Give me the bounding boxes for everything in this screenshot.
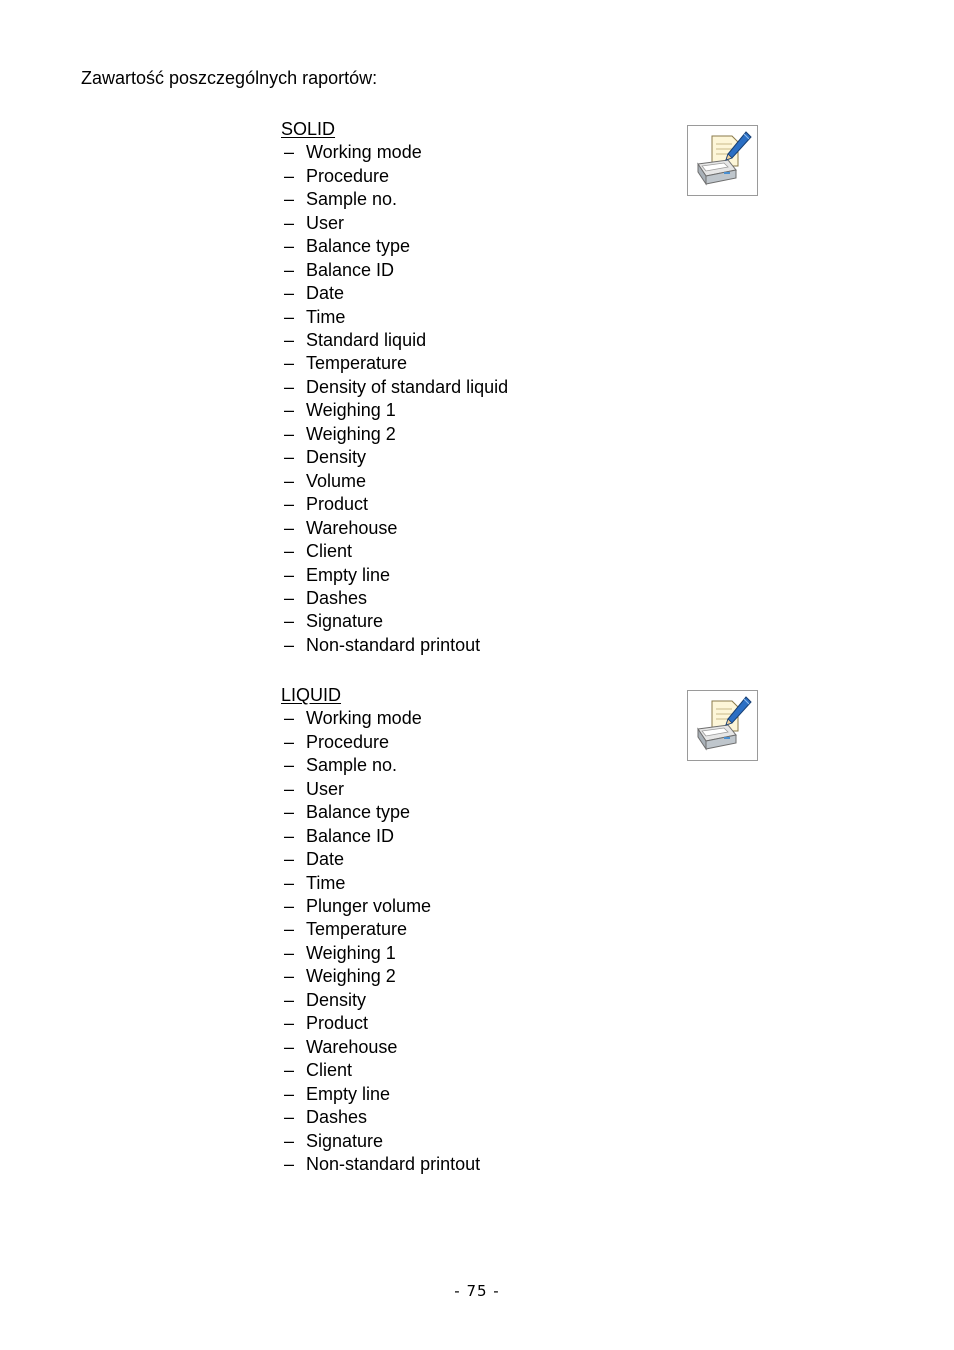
list-item: [281, 141, 508, 164]
list-dash: –: [284, 1130, 295, 1151]
list-item: [281, 942, 480, 965]
list-dash: –: [284, 564, 295, 585]
list-item: [281, 825, 480, 848]
list-dash: –: [284, 189, 295, 210]
list-item: [281, 731, 480, 754]
list-item-label: Empty line: [306, 564, 391, 585]
list-item-label: Balance type: [306, 236, 411, 257]
list-item: [281, 329, 508, 352]
list-item-label: Date: [306, 849, 345, 870]
list-item: [281, 282, 508, 305]
list-item: [281, 352, 508, 375]
list-dash: –: [284, 142, 295, 163]
intro-text: Zawartość poszczególnych raportów:: [81, 68, 378, 88]
list-item-label: Weighing 1: [306, 942, 396, 963]
page-number: - 75 -: [454, 1282, 500, 1300]
section-title-liquid: LIQUID: [281, 685, 342, 705]
list-item: [281, 1012, 480, 1035]
list-dash: –: [284, 423, 295, 444]
list-dash: –: [284, 376, 295, 397]
list-dash: –: [284, 330, 295, 351]
list-item: [281, 259, 508, 282]
list-item: [281, 212, 508, 235]
list-item-label: Non-standard printout: [306, 634, 481, 655]
list-item: [281, 517, 508, 540]
list-item-label: Balance ID: [306, 825, 395, 846]
list-dash: –: [284, 1154, 295, 1175]
printer-edit-icon: [687, 690, 758, 761]
list-dash: –: [284, 634, 295, 655]
list-item: [281, 778, 480, 801]
list-item-label: User: [306, 778, 345, 799]
list-dash: –: [284, 755, 295, 776]
list-item-label: Dashes: [306, 588, 368, 609]
list-item-label: Signature: [306, 611, 384, 632]
list-item: [281, 587, 508, 610]
list-dash: –: [284, 778, 295, 799]
report-items-solid: [281, 141, 508, 657]
list-dash: –: [284, 470, 295, 491]
list-dash: –: [284, 825, 295, 846]
list-item-label: Time: [306, 872, 346, 893]
list-dash: –: [284, 447, 295, 468]
list-item: [281, 540, 508, 563]
list-item: [281, 989, 480, 1012]
list-dash: –: [284, 919, 295, 940]
list-dash: –: [284, 731, 295, 752]
list-item: [281, 754, 480, 777]
list-item-label: Weighing 1: [306, 400, 396, 421]
list-dash: –: [284, 588, 295, 609]
list-item: [281, 1083, 480, 1106]
section-liquid: [281, 684, 480, 1176]
printer-edit-icon: [687, 125, 758, 196]
list-dash: –: [284, 942, 295, 963]
list-item-label: Date: [306, 283, 345, 304]
list-dash: –: [284, 1013, 295, 1034]
list-item: [281, 872, 480, 895]
list-item-label: Product: [306, 494, 369, 515]
list-dash: –: [284, 849, 295, 870]
list-item: [281, 1153, 480, 1176]
list-item: [281, 1036, 480, 1059]
list-dash: –: [284, 494, 295, 515]
list-item-label: Weighing 2: [306, 423, 396, 444]
list-item: [281, 165, 508, 188]
list-item-label: Sample no.: [306, 755, 398, 776]
list-item-label: Temperature: [306, 919, 408, 940]
list-item-label: Weighing 2: [306, 966, 396, 987]
list-item-label: User: [306, 212, 345, 233]
list-item: [281, 801, 480, 824]
list-item-label: Warehouse: [306, 1036, 398, 1057]
list-dash: –: [284, 989, 295, 1010]
list-item-label: Non-standard printout: [306, 1154, 481, 1175]
list-item-label: Density: [306, 989, 367, 1010]
list-item: [281, 493, 508, 516]
list-item-label: Warehouse: [306, 517, 398, 538]
list-dash: –: [284, 872, 295, 893]
list-item-label: Product: [306, 1013, 369, 1034]
list-item-label: Density: [306, 447, 367, 468]
list-item: [281, 446, 508, 469]
list-dash: –: [284, 517, 295, 538]
list-item-label: Client: [306, 1060, 353, 1081]
list-item: [281, 965, 480, 988]
report-items-liquid: [281, 707, 480, 1176]
list-item: [281, 564, 508, 587]
list-item: [281, 634, 508, 657]
list-item: [281, 423, 508, 446]
list-dash: –: [284, 896, 295, 917]
list-item: [281, 1130, 480, 1153]
list-item-label: Plunger volume: [306, 896, 432, 917]
list-item-label: Procedure: [306, 165, 390, 186]
list-dash: –: [284, 353, 295, 374]
list-dash: –: [284, 611, 295, 632]
list-dash: –: [284, 708, 295, 729]
section-title-solid: SOLID: [281, 119, 336, 139]
list-item-label: Balance type: [306, 802, 411, 823]
list-dash: –: [284, 1036, 295, 1057]
list-item-label: Time: [306, 306, 346, 327]
list-item-label: Standard liquid: [306, 330, 427, 351]
list-item-label: Signature: [306, 1130, 384, 1151]
list-dash: –: [284, 802, 295, 823]
list-dash: –: [284, 306, 295, 327]
list-item: [281, 1106, 480, 1129]
list-item: [281, 376, 508, 399]
list-dash: –: [284, 165, 295, 186]
section-solid: [281, 118, 508, 657]
list-dash: –: [284, 541, 295, 562]
list-item-label: Working mode: [306, 708, 422, 729]
list-item: [281, 895, 480, 918]
list-item: [281, 848, 480, 871]
list-item: [281, 306, 508, 329]
list-dash: –: [284, 259, 295, 280]
list-item-label: Client: [306, 541, 353, 562]
list-item: [281, 610, 508, 633]
list-item-label: Dashes: [306, 1107, 368, 1128]
list-item: [281, 1059, 480, 1082]
list-item-label: Empty line: [306, 1083, 391, 1104]
list-item-label: Density of standard liquid: [306, 376, 509, 397]
list-dash: –: [284, 212, 295, 233]
list-item: [281, 707, 480, 730]
list-item: [281, 470, 508, 493]
list-dash: –: [284, 400, 295, 421]
list-item: [281, 399, 508, 422]
list-item-label: Balance ID: [306, 259, 395, 280]
list-dash: –: [284, 1107, 295, 1128]
list-dash: –: [284, 1060, 295, 1081]
list-item: [281, 188, 508, 211]
list-item-label: Procedure: [306, 731, 390, 752]
list-item: [281, 918, 480, 941]
list-item: [281, 235, 508, 258]
list-item-label: Sample no.: [306, 189, 398, 210]
list-item-label: Volume: [306, 470, 367, 491]
list-dash: –: [284, 966, 295, 987]
list-dash: –: [284, 1083, 295, 1104]
list-item-label: Temperature: [306, 353, 408, 374]
list-dash: –: [284, 236, 295, 257]
list-item-label: Working mode: [306, 142, 422, 163]
list-dash: –: [284, 283, 295, 304]
